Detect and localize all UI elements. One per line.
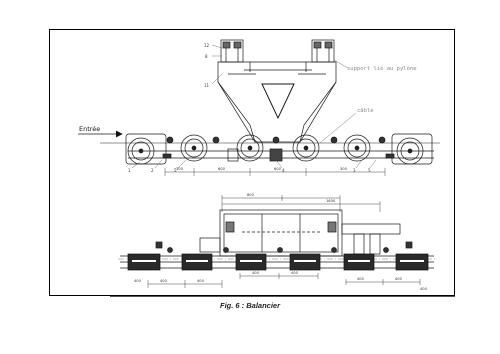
dim-plan-bottom-1: 400 [160,279,167,283]
label-support: support lié au pylône [347,66,417,72]
dim-plan-top-1: 800 [247,193,254,197]
callout-bottom-2: 2 [151,168,154,173]
sheave-2 [181,135,207,161]
side-view [78,40,440,176]
sheave-5 [344,135,370,161]
figure-caption: Fig. 6 : Balancier [219,301,281,310]
label-cable: câble [357,108,374,114]
balancier-frame [218,62,336,142]
pylon-bracket-right [312,40,334,62]
callout-12: 12 [204,43,210,48]
dim-plan-bottom-4: 400 [291,271,298,275]
dim-plan-bottom-6: 400 [395,277,402,281]
dim-plan-bottom-5: 400 [357,277,364,281]
pylon-bracket-left [221,40,243,62]
plan-fittings [156,242,412,253]
dim-side-1: 300 [176,167,183,171]
plan-rails [118,256,436,268]
callout-bottom-4: 4 [282,168,285,173]
dim-side-2: 600 [218,167,225,171]
sheave-1 [128,138,154,164]
callout-bottom-5: 3 [353,168,356,173]
sheave-6 [397,138,423,164]
dim-plan-top-2: 1600 [326,199,336,203]
label-entree: Entrée [79,125,101,133]
dim-plan-bottom-8: 400 [420,287,427,291]
callout-bottom-6: 5 [368,168,371,173]
dim-side-3: 600 [274,167,281,171]
dim-plan-bottom-2: 400 [197,279,204,283]
dim-plan-bottom-3: 400 [252,271,259,275]
dim-side-4: 300 [340,167,347,171]
sheave-3 [237,135,263,161]
leader-lines [132,45,376,168]
callout-bottom-1: 1 [128,168,131,173]
sheave-4 [293,135,319,161]
callout-8: 8 [205,54,208,59]
callout-11: 11 [204,83,210,88]
plan-view [118,195,436,288]
dim-plan-bottom-7: 400 [134,279,141,283]
plan-top-dimensions [222,195,380,212]
callout-bottom-3: 5 [174,168,177,173]
plan-bottom-dimensions [148,273,420,288]
